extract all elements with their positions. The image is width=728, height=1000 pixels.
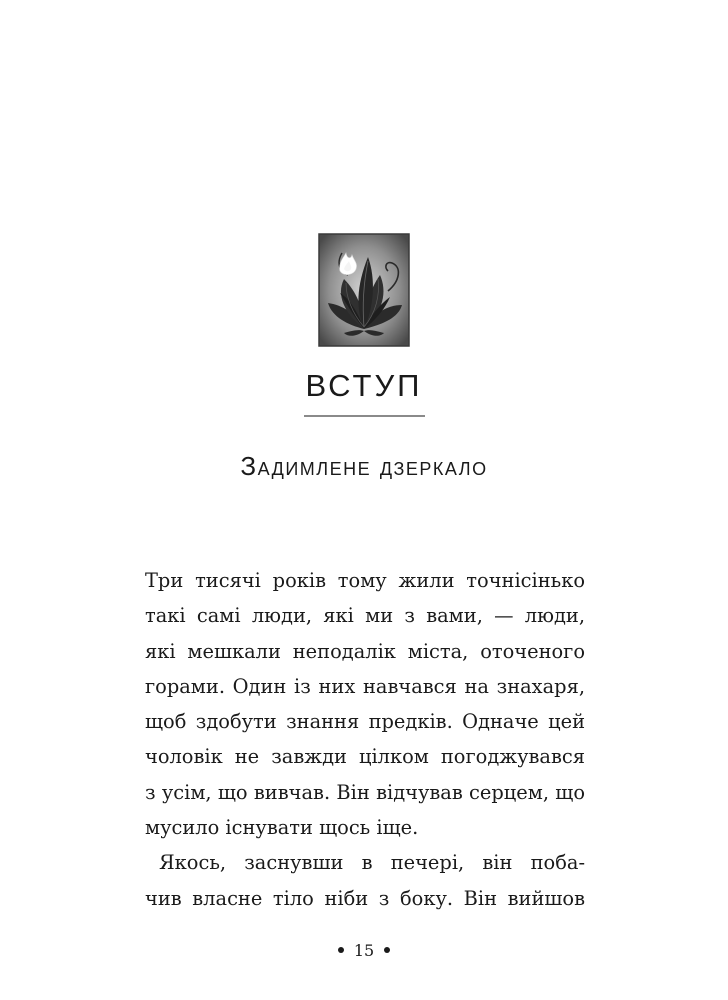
flame-leaf-ornament-icon bbox=[318, 233, 410, 347]
text-line: чив власне тіло ніби з боку. Він вийшов bbox=[145, 886, 585, 910]
page-number: 15 bbox=[353, 941, 375, 960]
paragraph bbox=[145, 563, 585, 845]
chapter-divider bbox=[304, 415, 425, 417]
body-text bbox=[145, 563, 585, 916]
page-number-footer bbox=[0, 940, 728, 962]
text-line: які мешкали неподалік міста, оточеного bbox=[145, 639, 585, 663]
bullet-icon bbox=[338, 947, 344, 953]
text-line: з усім, що вивчав. Він відчував серцем, що bbox=[145, 780, 585, 804]
text-line: чоловік не завжди цілком погоджувався bbox=[145, 745, 585, 769]
text-line: Три тисячі років тому жили точнісінько bbox=[145, 569, 585, 592]
chapter-label: ВСТУП bbox=[305, 368, 423, 403]
paragraph bbox=[145, 845, 585, 916]
text-line: мусило існувати щось іще. bbox=[145, 816, 419, 840]
text-line: щоб здобути знання предків. Одначе цей bbox=[145, 710, 585, 734]
text-line: такі самі люди, які ми з вами, — люди, bbox=[145, 604, 585, 628]
bullet-icon bbox=[384, 947, 390, 953]
chapter-title: Задимлене дзеркало bbox=[240, 451, 488, 481]
text-line: горами. Один із них навчався на знахаря, bbox=[145, 674, 585, 698]
text-line: Якось, заснувши в печері, він поба- bbox=[159, 851, 585, 875]
